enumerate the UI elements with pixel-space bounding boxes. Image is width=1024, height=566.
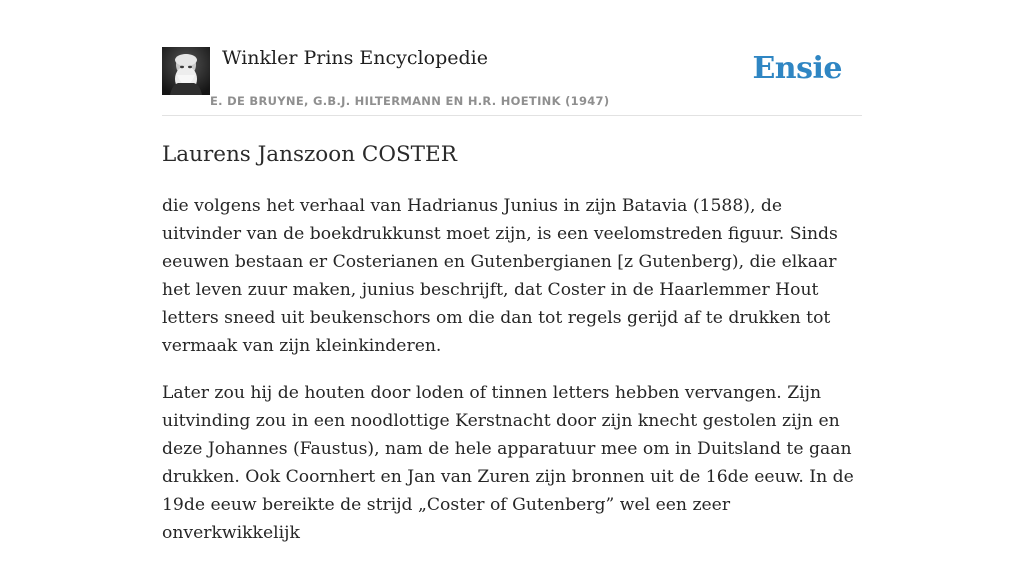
article-body [162, 192, 862, 566]
article-title: Laurens Janszoon COSTER [162, 142, 457, 167]
bearded-man-portrait-icon [162, 47, 210, 95]
article-paragraph: Later zou hij de houten door loden of tinnen letters hebben vervangen. Zijn uitvinding zou in een noodlottige Kerstnacht door zijn knecht gestolen zijn en deze Johannes (Faustus), nam de hele apparatuur mee om in Duitsland te gaan drukken. Ook Coornhert en Jan van Zuren zijn bronnen uit de 16de eeuw. In de 19de eeuw bereikte de strijd „Coster of Gutenberg” wel een zeer onverkwikkelijk [162, 383, 854, 543]
site-subtitle: E. DE BRUYNE, G.B.J. HILTERMANN EN H.R. HOETINK (1947) [210, 94, 610, 108]
article-paragraph: die volgens het verhaal van Hadrianus Junius in zijn Batavia (1588), de uitvinder van de boekdrukkunst moet zijn, is een veelomstreden figuur. Sinds eeuwen bestaan er Costerianen en Gutenbergianen [z Gutenberg), die elkaar het leven zuur maken, junius beschrijft, dat Coster in de Haarlemmer Hout letters sneed uit beukenschors om die dan tot regels gerijd af te drukken tot vermaak van zijn kleinkinderen. [162, 196, 838, 356]
brand-logo-link[interactable]: Ensie [752, 51, 842, 86]
avatar[interactable] [162, 47, 210, 95]
site-title-link[interactable]: Winkler Prins Encyclopedie [222, 47, 488, 69]
page [162, 0, 862, 543]
site-header [162, 0, 862, 116]
